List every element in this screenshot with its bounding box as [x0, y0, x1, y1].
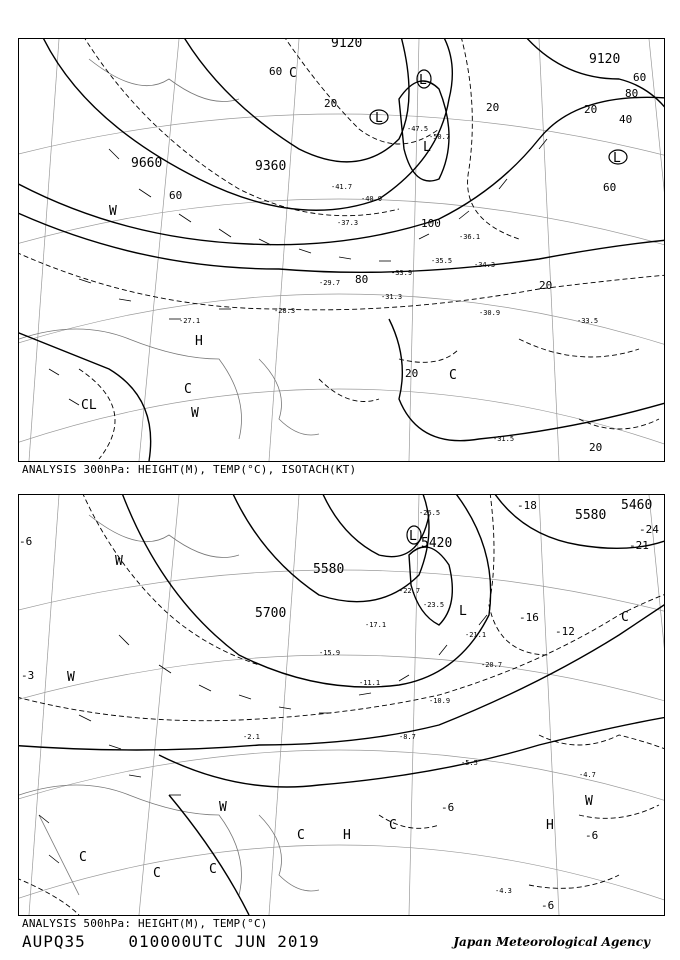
- temp-readout: -4.3: [495, 887, 512, 895]
- temp-readout: -22.7: [399, 587, 421, 595]
- temp-readout: -40.9: [361, 195, 383, 203]
- warm-center-mark: W: [219, 800, 227, 815]
- isotherm-label: -16: [519, 611, 539, 624]
- low-center-mark: L: [459, 604, 467, 619]
- temp-readout: -28.3: [274, 307, 296, 315]
- high-center-mark: H: [195, 334, 203, 349]
- temp-readout: -11.1: [359, 679, 381, 687]
- panel-caption-300hpa: ANALYSIS 300hPa: HEIGHT(M), TEMP(°C), ISOTACH(KT): [22, 463, 357, 476]
- isotach-label: 60: [269, 65, 283, 78]
- isotach-label: 20: [539, 279, 553, 292]
- cold-center-mark: C: [153, 866, 161, 881]
- cold-center-mark: C: [389, 818, 397, 833]
- temp-readout: -36.1: [459, 233, 481, 241]
- station-temperatures: [243, 509, 599, 895]
- temp-readout: -33.9: [391, 269, 413, 277]
- temp-readout: -29.7: [319, 279, 341, 287]
- isotach-label: 60: [603, 181, 617, 194]
- isotherm-label: -6: [441, 801, 455, 814]
- temp-readout: -47.5: [407, 125, 429, 133]
- temp-readout: -33.5: [577, 317, 599, 325]
- temp-readout: -8.7: [399, 733, 416, 741]
- graticule: [19, 39, 664, 461]
- temp-readout: -31.5: [493, 435, 515, 443]
- warm-center-mark: W: [191, 406, 199, 421]
- low-center-mark: L: [409, 529, 417, 544]
- isotach-label: 20: [486, 101, 500, 114]
- height-label: 5580: [313, 562, 345, 577]
- height-label: 5420: [421, 536, 453, 551]
- temp-readout: -31.3: [381, 293, 403, 301]
- height-label: 5460: [621, 498, 653, 513]
- low-center-mark: L: [419, 73, 427, 88]
- high-center-mark: H: [546, 818, 554, 833]
- temp-readout: -5.5: [461, 759, 478, 767]
- cold-center-mark: C: [289, 66, 297, 81]
- high-center-mark: H: [343, 828, 351, 843]
- station-temperatures: [179, 125, 598, 443]
- low-center-mark: L: [613, 151, 621, 166]
- wind-barbs: [49, 139, 547, 405]
- height-label: 9120: [331, 39, 363, 51]
- height-label: 9120: [589, 52, 621, 67]
- cold-low-mark: CL: [81, 398, 97, 413]
- coastline: [19, 515, 319, 895]
- cold-center-mark: C: [184, 382, 192, 397]
- temp-readout: -41.7: [331, 183, 353, 191]
- temp-readout: -50.7: [429, 133, 451, 141]
- isotherm-label: -6: [585, 829, 599, 842]
- warm-center-mark: W: [67, 670, 75, 685]
- cold-center-mark: C: [209, 862, 217, 877]
- height-label: 5700: [255, 606, 287, 621]
- isotherm-label: -6: [541, 899, 555, 912]
- wind-barbs: [39, 615, 487, 863]
- warm-center-mark: W: [115, 554, 123, 569]
- isotherm-label: -12: [555, 625, 575, 638]
- temp-readout: -34.3: [474, 261, 496, 269]
- temp-readout: -20.7: [481, 661, 503, 669]
- agency-name: Japan Meteorological Agency: [453, 935, 650, 949]
- isotach-label: 100: [421, 217, 441, 230]
- chart-id: AUPQ35: [22, 932, 86, 951]
- temp-readout: -26.5: [419, 509, 441, 517]
- isotach-label: 80: [625, 87, 639, 100]
- isotherm-label: -24: [639, 523, 659, 536]
- warm-center-mark: W: [109, 204, 117, 219]
- isotach-label: 40: [619, 113, 633, 126]
- temp-readout: -10.9: [429, 697, 451, 705]
- isotach-label: 80: [355, 273, 369, 286]
- height-label: 5580: [575, 508, 607, 523]
- map-panel-500hpa: [18, 494, 665, 916]
- cold-center-mark: C: [79, 850, 87, 865]
- warm-center-mark: W: [585, 794, 593, 809]
- isotach-label: 20: [589, 441, 603, 454]
- cold-center-mark: C: [297, 828, 305, 843]
- temp-readout: -23.5: [423, 601, 445, 609]
- map-panel-300hpa: [18, 38, 665, 462]
- isotach-label: 20: [584, 103, 598, 116]
- cold-center-mark: C: [621, 610, 629, 625]
- isotach-label: 60: [169, 189, 183, 202]
- chart-identifier: [22, 932, 320, 951]
- temp-readout: -37.3: [337, 219, 359, 227]
- height-contours: [19, 39, 664, 461]
- temp-readout: -21.1: [465, 631, 487, 639]
- low-center-mark: L: [375, 111, 383, 126]
- temp-readout: -17.1: [365, 621, 387, 629]
- isotach-label: 20: [405, 367, 419, 380]
- isotherm-label: -3: [21, 669, 35, 682]
- temp-readout: -35.5: [431, 257, 453, 265]
- isotherm-contours: [19, 39, 664, 459]
- temp-readout: -4.7: [579, 771, 596, 779]
- height-label: 9360: [255, 159, 287, 174]
- isotherm-label: -18: [517, 499, 537, 512]
- temp-readout: -2.1: [243, 733, 260, 741]
- isotach-label: 20: [324, 97, 338, 110]
- map-300hpa-canvas: [19, 39, 664, 461]
- cold-center-mark: C: [449, 368, 457, 383]
- isotherm-label: -6: [19, 535, 33, 548]
- coastline: [19, 59, 319, 439]
- height-label: 9660: [131, 156, 163, 171]
- temp-readout: -30.9: [479, 309, 501, 317]
- temp-readout: -15.9: [319, 649, 341, 657]
- low-center-mark: L: [423, 140, 431, 155]
- temp-readout: -27.1: [179, 317, 201, 325]
- isotherm-label: -21: [629, 539, 649, 552]
- map-500hpa-canvas: [19, 495, 664, 915]
- valid-time: 010000UTC JUN 2019: [128, 932, 320, 951]
- panel-caption-500hpa: ANALYSIS 500hPa: HEIGHT(M), TEMP(°C): [22, 917, 268, 930]
- isotach-label: 60: [633, 71, 647, 84]
